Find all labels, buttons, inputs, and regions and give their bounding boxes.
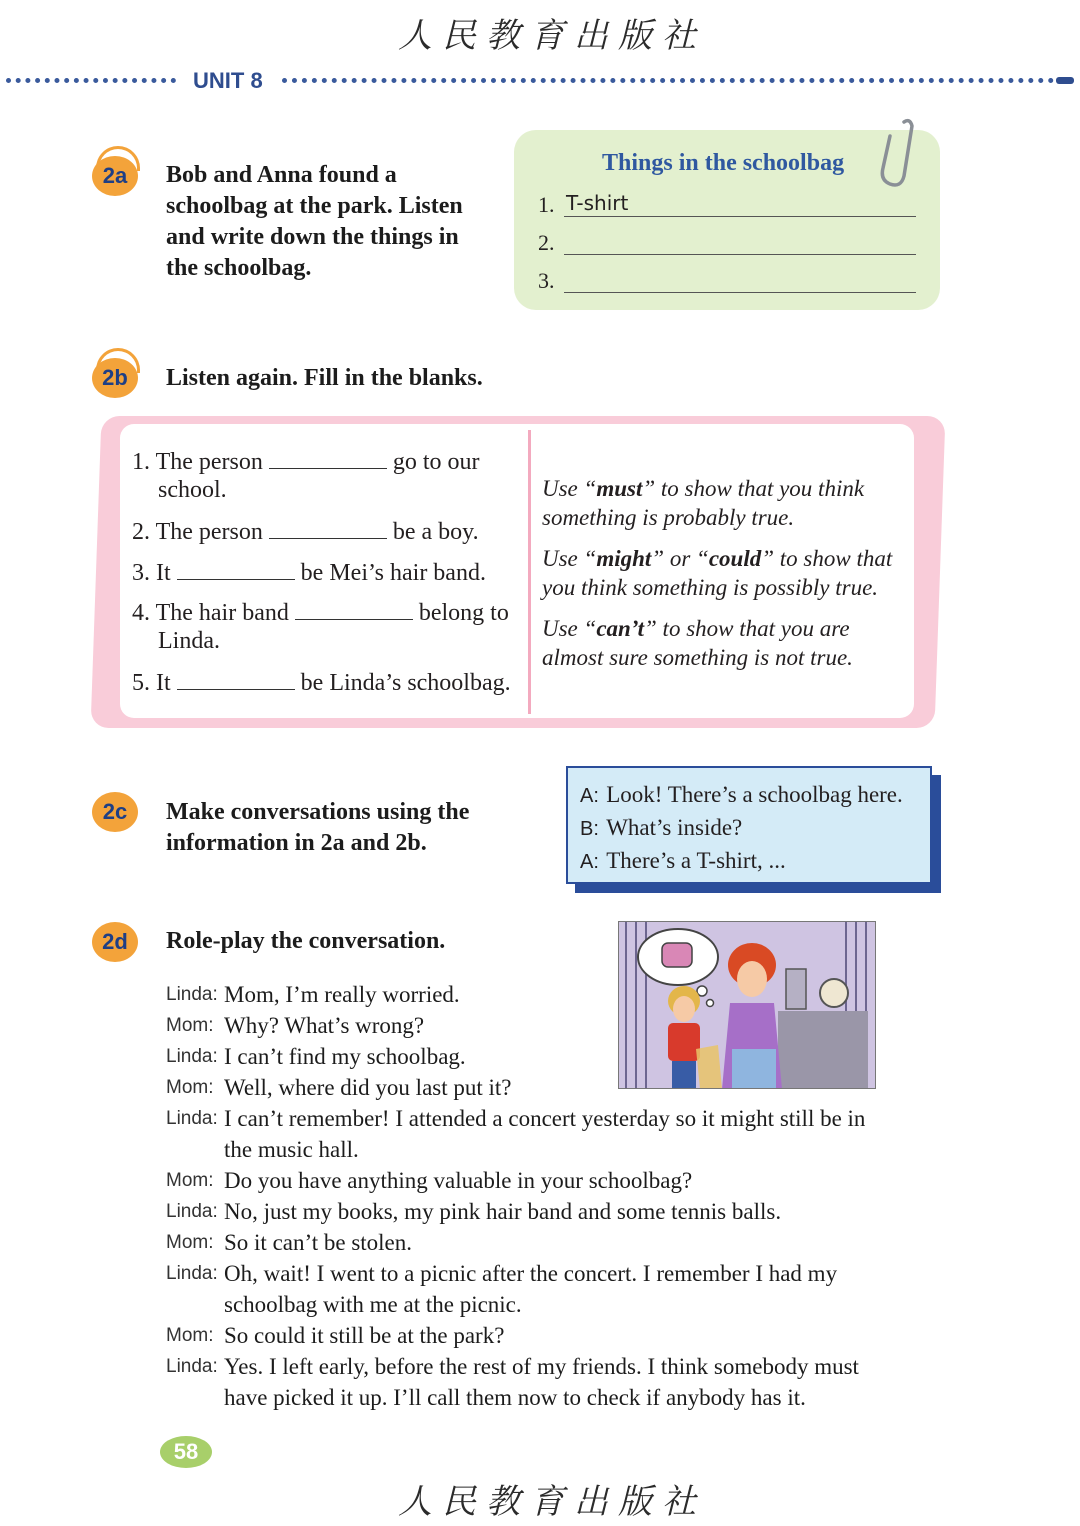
dialogue-text: Well, where did you last put it?: [224, 1075, 512, 1100]
dialogue-text: Do you have anything valuable in your schoolbag?: [224, 1168, 693, 1193]
sentence-continuation: Linda.: [158, 628, 220, 654]
speaker-label: Linda:: [166, 1108, 218, 1129]
blank-sentence: [132, 448, 480, 476]
conversation-line: [580, 812, 903, 845]
item-number: 1.: [538, 192, 555, 217]
blank-sentence: [132, 559, 486, 587]
section-2c-badge: 2c: [92, 792, 138, 832]
sentence-text-after: be a boy.: [392, 519, 479, 545]
instruction-line: the schoolbag.: [166, 255, 312, 281]
header-dotted-rule-left: [6, 78, 176, 83]
rule-text: you think something is possibly true.: [542, 575, 879, 600]
item-answer-line[interactable]: [564, 190, 916, 217]
item-number: 3.: [538, 268, 555, 293]
dialogue-text: the music hall.: [224, 1137, 359, 1162]
rule-text: Use “: [542, 546, 597, 571]
item-answer-line[interactable]: [564, 266, 916, 293]
publisher-logo-header: 人民教育出版社: [398, 16, 706, 56]
rule-keyword: can’t: [596, 616, 645, 641]
rule-text: ” or “: [651, 546, 709, 571]
speaker-label: Linda:: [166, 1263, 218, 1284]
rule-text: ” to show that you are: [644, 616, 850, 641]
sentence-text-after: be Mei’s hair band.: [300, 560, 486, 586]
rule-keyword: could: [708, 546, 762, 571]
blank-sentence: [132, 669, 511, 697]
sample-conversation: [580, 779, 903, 878]
section-2a-badge-wrap: [92, 156, 138, 196]
sentence-number: 5.: [132, 670, 150, 696]
conversation-text: What’s inside?: [606, 815, 743, 840]
speaker-label: Mom:: [166, 1077, 214, 1098]
conversation-line: [580, 779, 903, 812]
speaker-label: Linda:: [166, 1046, 218, 1067]
item-answer-line[interactable]: [564, 228, 916, 255]
instruction-line: schoolbag at the park. Listen: [166, 193, 463, 219]
speaker-label: Mom:: [166, 1325, 214, 1346]
rule-keyword: might: [596, 546, 652, 571]
dialogue-text: Yes. I left early, before the rest of my friends. I think somebody must: [224, 1354, 859, 1379]
speaker-label: Mom:: [166, 1015, 214, 1036]
dialogue-text: schoolbag with me at the picnic.: [224, 1292, 522, 1317]
dialogue-text: I can’t remember! I attended a concert yesterday so it might still be in: [224, 1106, 866, 1131]
section-2d-instruction: Role-play the conversation.: [166, 928, 446, 954]
item-number: 2.: [538, 230, 555, 255]
section-2b-instruction: Listen again. Fill in the blanks.: [166, 365, 483, 391]
conversation-text: There’s a T-shirt, ...: [606, 848, 786, 873]
blank-sentence: [132, 518, 479, 546]
conversation-text: Look! There’s a schoolbag here.: [606, 782, 903, 807]
sentence-continuation: school.: [158, 477, 227, 503]
instruction-line: and write down the things in: [166, 224, 459, 250]
sentence-number: 2.: [132, 519, 150, 545]
instruction-line: Make conversations using the: [166, 799, 470, 825]
rule-text: almost sure something is not true.: [542, 645, 853, 670]
blank-line[interactable]: [177, 559, 295, 580]
instruction-line: Bob and Anna found a: [166, 162, 397, 188]
speaker-label: Mom:: [166, 1232, 214, 1253]
instruction-line: information in 2a and 2b.: [166, 830, 427, 856]
blank-line[interactable]: [269, 448, 387, 469]
section-2a-badge: 2a: [92, 156, 138, 196]
sentence-text-after: belong to: [418, 600, 509, 626]
dialogue-text: Oh, wait! I went to a picnic after the concert. I remember I had my: [224, 1261, 838, 1286]
headphones-icon: [96, 348, 140, 373]
section-2a-instruction: [166, 160, 496, 284]
headphones-icon: [96, 146, 140, 171]
rule-keyword: must: [596, 476, 643, 501]
sentence-text-before: It: [156, 560, 171, 586]
header-dotted-rule-right: [282, 78, 1054, 83]
panel-divider: [528, 430, 531, 714]
rule-text: ” to show that: [761, 546, 893, 571]
dialogue-text: have picked it up. I’ll call them now to check if anybody has it.: [224, 1385, 806, 1410]
dialogue-text: No, just my books, my pink hair band and some tennis balls.: [224, 1199, 782, 1224]
unit-label: UNIT 8: [193, 68, 263, 93]
section-2b-badge-wrap: [92, 358, 138, 398]
grammar-rule-might-could: [542, 544, 912, 602]
speaker-label: B:: [580, 818, 599, 840]
sentence-text-before: It: [156, 670, 171, 696]
dialogue-text: I can’t find my schoolbag.: [224, 1044, 466, 1069]
section-2c-instruction: [166, 797, 469, 859]
speaker-label: Linda:: [166, 1356, 218, 1377]
page-number: 58: [160, 1436, 212, 1468]
paperclip-icon: [874, 116, 918, 192]
rule-text: something is probably true.: [542, 505, 795, 530]
sentence-number: 4.: [132, 600, 150, 626]
speaker-label: A:: [580, 851, 599, 873]
mom-and-linda-illustration: [618, 921, 876, 1089]
rule-text: Use “: [542, 616, 597, 641]
blank-line[interactable]: [295, 599, 413, 620]
grammar-rule-cant: [542, 614, 912, 672]
speaker-label: A:: [580, 785, 599, 807]
sentence-text-before: The hair band: [155, 600, 289, 626]
dialogue-text: So could it still be at the park?: [224, 1323, 505, 1348]
sentence-text-after: be Linda’s schoolbag.: [300, 670, 511, 696]
blank-line[interactable]: [269, 518, 387, 539]
sentence-text-after: go to our: [392, 449, 480, 475]
schoolbag-box-title: Things in the schoolbag: [602, 150, 845, 176]
blank-line[interactable]: [177, 669, 295, 690]
item-answer-value: T-shirt: [566, 191, 629, 215]
speaker-label: Linda:: [166, 984, 218, 1005]
blank-sentence: [132, 599, 509, 627]
speaker-label: Linda:: [166, 1201, 218, 1222]
publisher-logo-footer: 人民教育出版社: [398, 1482, 706, 1522]
sentence-number: 1.: [132, 449, 150, 475]
conversation-line: [580, 845, 903, 878]
sentence-number: 3.: [132, 560, 150, 586]
dialogue-text: Mom, I’m really worried.: [224, 982, 460, 1007]
sentence-text-before: The person: [155, 449, 263, 475]
grammar-rule-must: [542, 474, 912, 532]
section-2d-badge: 2d: [92, 922, 138, 962]
rule-text: ” to show that you think: [642, 476, 865, 501]
dialogue-text: So it can’t be stolen.: [224, 1230, 413, 1255]
speaker-label: Mom:: [166, 1170, 214, 1191]
sentence-text-before: The person: [155, 519, 263, 545]
header-rule-end: [1056, 77, 1074, 84]
section-2b-badge: 2b: [92, 358, 138, 398]
dialogue-text: Why? What’s wrong?: [224, 1013, 425, 1038]
rule-text: Use “: [542, 476, 597, 501]
